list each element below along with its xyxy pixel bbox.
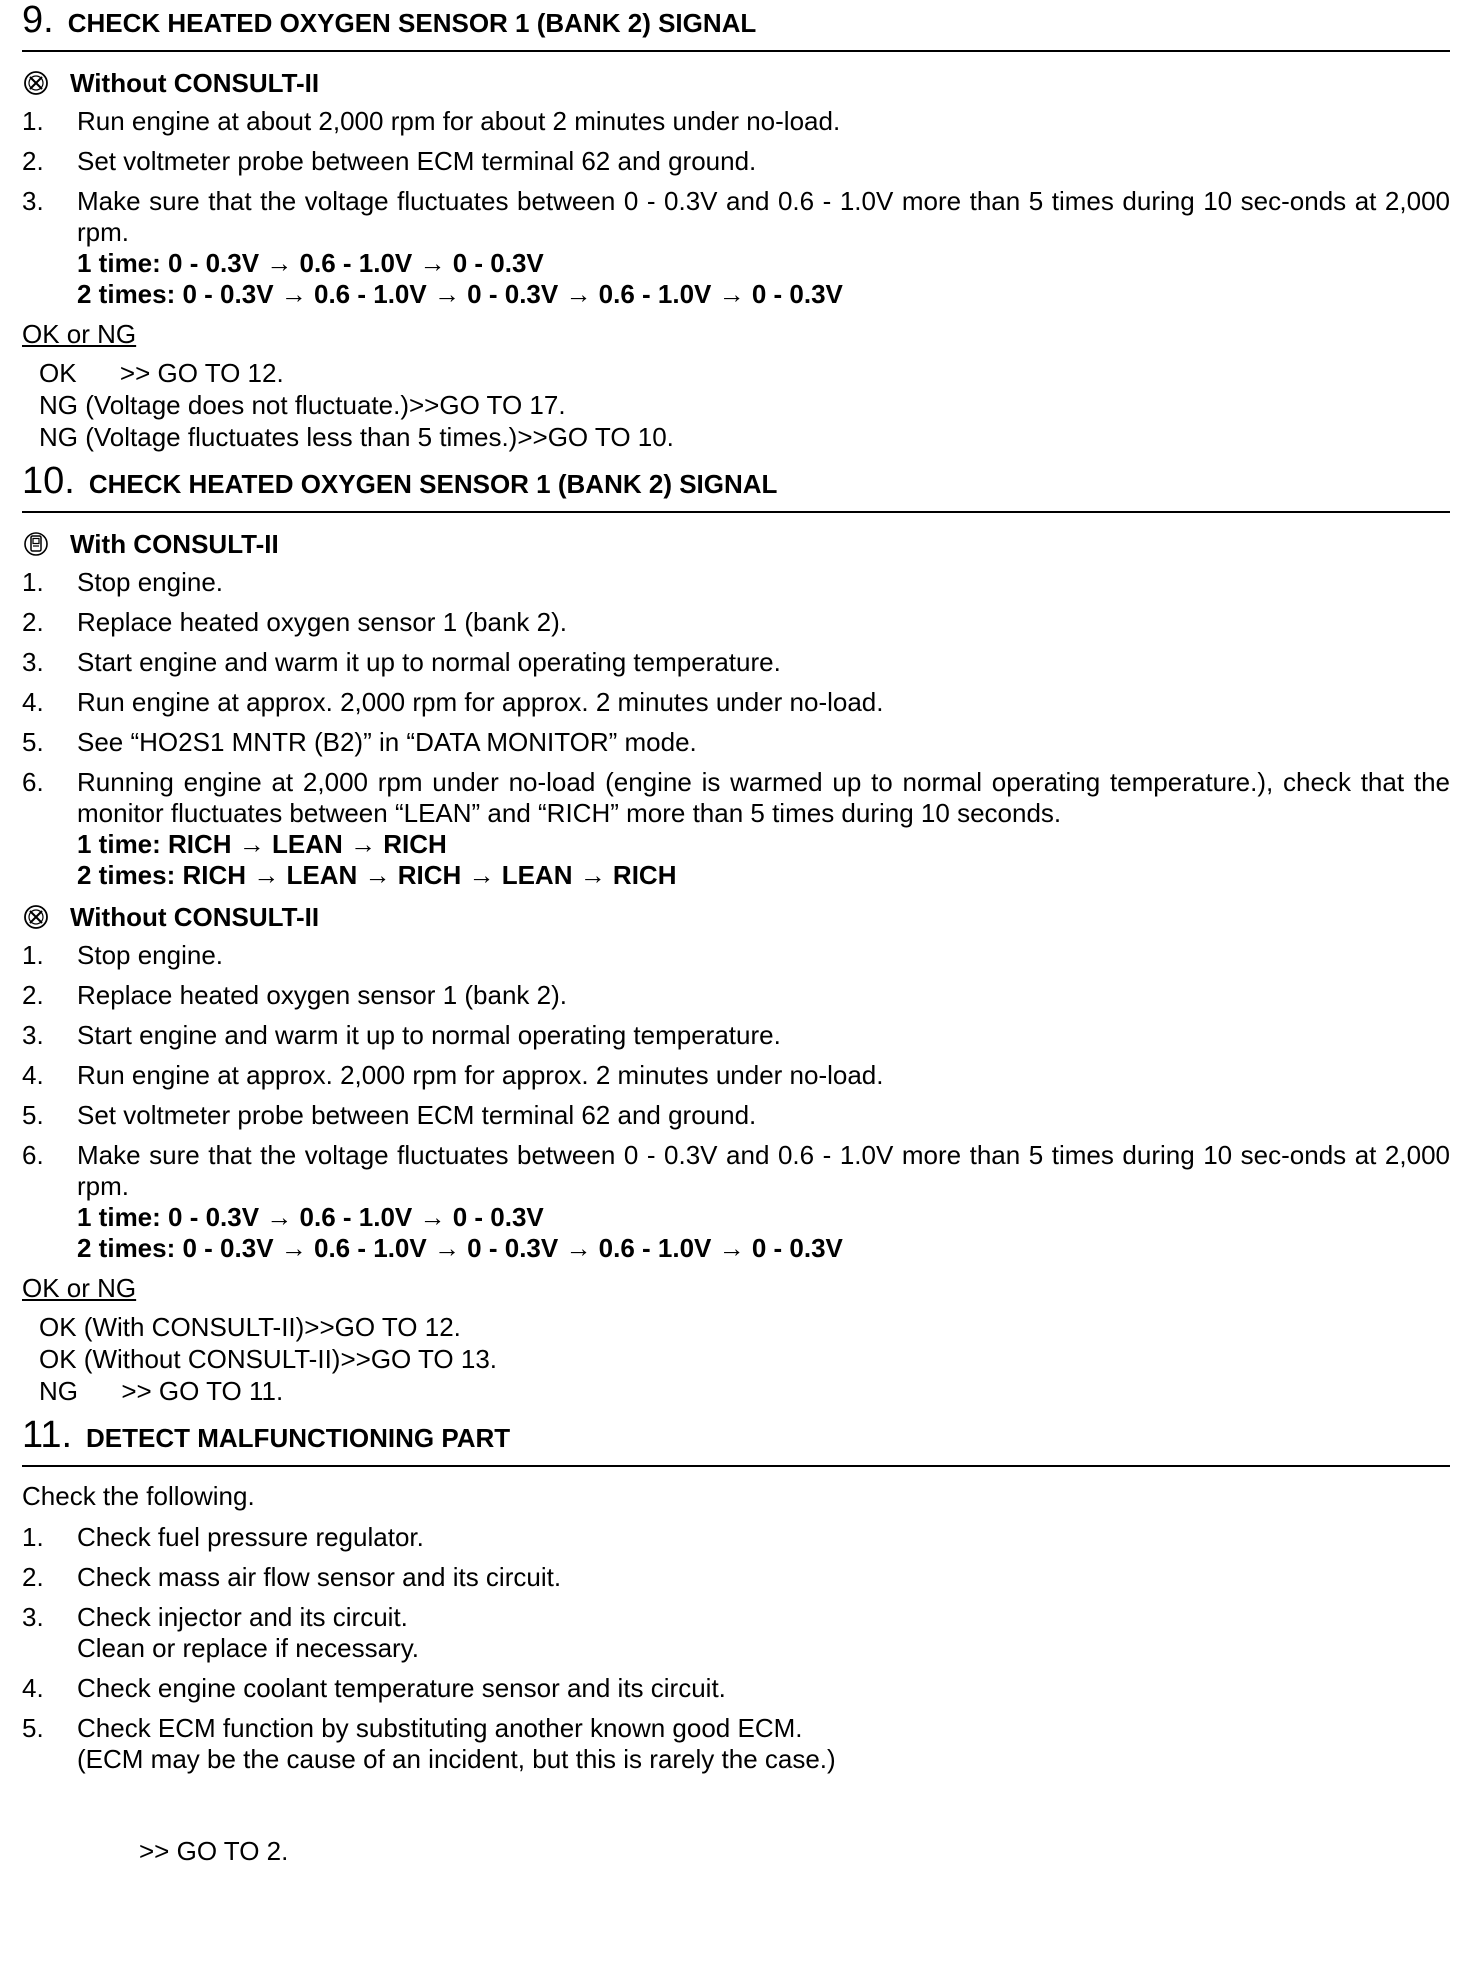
voltage-sequence-2: 2 times: 0 - 0.3V → 0.6 - 1.0V → 0 - 0.3V → 0.6 - 1.0V → 0 - 0.3V [77,1233,843,1263]
result-ok-with: OK (With CONSULT-II)>>GO TO 12. [39,1312,461,1342]
list-item: 1. Run engine at about 2,000 rpm for about 2 minutes under no-load. [22,106,841,136]
list-item: 5. Check ECM function by substituting another known good ECM. (ECM may be the cause of an incident, but this is rarely the case.) [22,1713,1450,1775]
intro-text: Check the following. [22,1481,255,1511]
list-item: 3. Check injector and its circuit. Clean or replace if necessary. [22,1602,1450,1664]
service-manual-page [22,0,1450,1875]
step-11-list [22,1522,1450,1775]
with-consult-icon [22,530,50,558]
list-item: 6. Running engine at 2,000 rpm under no-load (engine is warmed up to normal operating temperature.), check that the monitor fluctuates between “LEAN” and “RICH” more than 5 times during 10 seconds. 1 time: RICH → LEAN → RICH 2 times: RICH → LEAN → RICH → LEAN → RICH [22,767,1450,890]
step-10-header [22,461,1450,513]
step-number: 10. [22,460,75,502]
without-consult-heading [22,900,1450,934]
list-item: 4. Check engine coolant temperature sensor and its circuit. [22,1673,726,1703]
item-text: Check injector and its circuit. [77,1602,408,1632]
without-consult-icon [22,903,50,931]
list-item: 2. Set voltmeter probe between ECM terminal 62 and ground. [22,146,757,176]
step-10-without-list [22,940,1450,1264]
mode-label: With CONSULT-II [70,528,279,559]
list-item: 4. Run engine at approx. 2,000 rpm for approx. 2 minutes under no-load. [22,1060,884,1090]
step-number: 9. [22,0,54,41]
result-ng: NG >> GO TO 11. [39,1376,284,1406]
ok-ng-heading: OK or NG [22,1273,137,1303]
list-item: 3. Start engine and warm it up to normal operating temperature. [22,1020,781,1050]
result-ok: OK >> GO TO 12. [39,358,284,388]
without-consult-heading [22,66,1450,100]
list-item: 2. Replace heated oxygen sensor 1 (bank 2). [22,980,567,1010]
step-title: CHECK HEATED OXYGEN SENSOR 1 (BANK 2) SIGNAL [67,8,757,38]
list-item: 2. Check mass air flow sensor and its circuit. [22,1562,562,1592]
item-subtext: (ECM may be the cause of an incident, but this is rarely the case.) [77,1744,836,1774]
list-item: 3. Make sure that the voltage fluctuates between 0 - 0.3V and 0.6 - 1.0V more than 5 times during 10 sec-onds at 2,000 rpm. 1 time: 0 - 0.3V → 0.6 - 1.0V → 0 - 0.3V 2 times: 0 - 0.3V → 0.6 - 1.0V → 0 - 0.3V → 0.6 - 1.0V → 0 - 0.3V [22,186,1450,309]
without-consult-icon [22,69,50,97]
monitor-sequence-1: 1 time: RICH → LEAN → RICH [77,829,447,859]
list-item: 4. Run engine at approx. 2,000 rpm for approx. 2 minutes under no-load. [22,687,884,717]
monitor-sequence-2: 2 times: RICH → LEAN → RICH → LEAN → RICH [77,860,677,890]
list-item: 3. Start engine and warm it up to normal operating temperature. [22,647,781,677]
ok-ng-heading: OK or NG [22,319,137,349]
result-ng-1: NG (Voltage does not fluctuate.)>>GO TO 17. [39,390,566,420]
voltage-sequence-2: 2 times: 0 - 0.3V → 0.6 - 1.0V → 0 - 0.3V → 0.6 - 1.0V → 0 - 0.3V [77,279,843,309]
step-11-header [22,1415,1450,1467]
step-10-with-list [22,567,1450,891]
list-item: 1. Stop engine. [22,567,224,597]
list-item: 6. Make sure that the voltage fluctuates between 0 - 0.3V and 0.6 - 1.0V more than 5 times during 10 sec-onds at 2,000 rpm. 1 time: 0 - 0.3V → 0.6 - 1.0V → 0 - 0.3V 2 times: 0 - 0.3V → 0.6 - 1.0V → 0 - 0.3V → 0.6 - 1.0V → 0 - 0.3V [22,1140,1450,1263]
go-to-next: >> GO TO 2. [139,1836,289,1866]
list-item: 1. Stop engine. [22,940,224,970]
item-text: Make sure that the voltage fluctuates between 0 - 0.3V and 0.6 - 1.0V more than 5 times during 10 sec-onds at 2,000 rpm. [77,1140,1450,1201]
list-item: 5. See “HO2S1 MNTR (B2)” in “DATA MONITOR” mode. [22,727,697,757]
step-11 [22,1415,1450,1867]
step-title: DETECT MALFUNCTIONING PART [86,1423,511,1453]
item-subtext: Clean or replace if necessary. [77,1633,420,1663]
list-item: 2. Replace heated oxygen sensor 1 (bank 2). [22,607,567,637]
mode-label: Without CONSULT-II [70,901,320,932]
step-9-header [22,0,1450,52]
item-text: Make sure that the voltage fluctuates between 0 - 0.3V and 0.6 - 1.0V more than 5 times during 10 sec-onds at 2,000 rpm. [77,186,1450,247]
item-text: Check ECM function by substituting another known good ECM. [77,1713,803,1743]
step-number: 11. [22,1414,73,1456]
list-item: 1. Check fuel pressure regulator. [22,1522,424,1552]
step-title: CHECK HEATED OXYGEN SENSOR 1 (BANK 2) SIGNAL [88,469,778,499]
voltage-sequence-1: 1 time: 0 - 0.3V → 0.6 - 1.0V → 0 - 0.3V [77,1202,544,1232]
step-9 [22,0,1450,453]
result-ng-2: NG (Voltage fluctuates less than 5 times.)>>GO TO 10. [39,422,674,452]
voltage-sequence-1: 1 time: 0 - 0.3V → 0.6 - 1.0V → 0 - 0.3V [77,248,544,278]
step-9-without-list [22,106,1450,310]
list-item: 5. Set voltmeter probe between ECM terminal 62 and ground. [22,1100,757,1130]
step-10 [22,461,1450,1407]
mode-label: Without CONSULT-II [70,67,320,98]
result-ok-without: OK (Without CONSULT-II)>>GO TO 13. [39,1344,498,1374]
with-consult-heading [22,527,1450,561]
item-text: Running engine at 2,000 rpm under no-load (engine is warmed up to normal operating temperature.), check that the monitor fluctuates between “LEAN” and “RICH” more than 5 times during 10 seconds. [77,767,1450,828]
